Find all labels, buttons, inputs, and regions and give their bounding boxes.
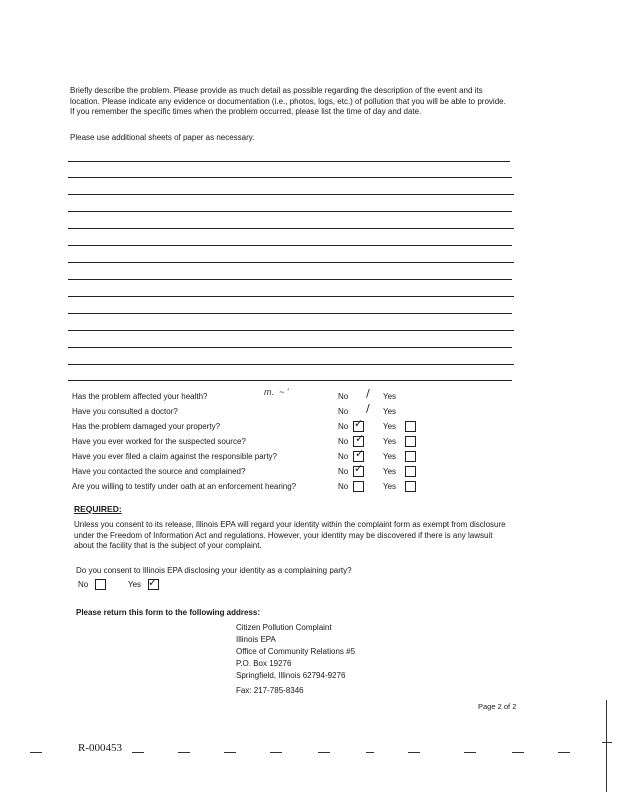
footer-dash <box>132 752 144 753</box>
question-text: Have you ever worked for the suspected source? <box>72 437 246 446</box>
no-label: No <box>338 437 349 446</box>
footer-dash <box>602 742 612 743</box>
writing-line[interactable] <box>68 211 512 212</box>
footer-dash <box>512 752 524 753</box>
writing-line[interactable] <box>68 364 514 365</box>
no-label: No <box>338 392 349 401</box>
additional-sheets-note: Please use additional sheets of paper as necessary. <box>70 133 255 142</box>
question-text: Have you contacted the source and complained? <box>72 467 246 476</box>
writing-line[interactable] <box>68 296 514 297</box>
yes-checkbox[interactable] <box>405 481 416 492</box>
writing-line[interactable] <box>68 228 514 229</box>
instructions-paragraph: Briefly describe the problem. Please provide as much detail as possible regarding the description of the event and its location. Please indicate any evidence or documentation (i.e., photos, logs, etc.) of pollution that you will be able to provide. If you remember the specific times when the problem occurred, please list the time of day and date. <box>70 86 506 116</box>
writing-line[interactable] <box>68 279 512 280</box>
footer-dash <box>366 752 374 753</box>
question-text: Has the problem damaged your property? <box>72 422 221 431</box>
checkmark-icon: ✓ <box>354 462 364 475</box>
question-text: Have you ever filed a claim against the responsible party? <box>72 452 277 461</box>
yes-checkbox[interactable] <box>405 451 416 462</box>
writing-line[interactable] <box>68 245 512 246</box>
margin-line <box>606 700 607 792</box>
no-label: No <box>338 467 349 476</box>
footer-dash <box>270 752 282 753</box>
writing-line[interactable] <box>68 177 512 178</box>
writing-line[interactable] <box>68 313 512 314</box>
no-label: No <box>338 407 349 416</box>
return-address-heading: Please return this form to the following address: <box>76 608 261 617</box>
footer-dash <box>178 752 190 753</box>
checkmark-icon: ✓ <box>354 417 364 430</box>
yes-label: Yes <box>383 467 397 476</box>
yes-checkbox[interactable] <box>405 421 416 432</box>
page-number: Page 2 of 2 <box>478 702 517 711</box>
writing-line[interactable] <box>68 380 512 381</box>
yes-label: Yes <box>383 482 397 491</box>
yes-label: Yes <box>383 437 397 446</box>
address-line: Illinois EPA <box>236 635 276 644</box>
no-label: No <box>338 452 349 461</box>
consent-question: Do you consent to Illinois EPA disclosing your identity as a complaining party? <box>76 566 352 575</box>
writing-line[interactable] <box>68 262 514 263</box>
footer-dash <box>224 752 236 753</box>
question-text: Has the problem affected your health? <box>72 392 208 401</box>
yes-label: Yes <box>383 422 397 431</box>
checkmark-icon: ✓ <box>355 432 365 445</box>
required-notice: Unless you consent to its release, Illinois EPA will regard your identity within the complaint form as exempt from disclosure under the Freedom of Information Act and regulations. However, your identity may be discovered if there is any lawsuit about the facility that is the subject of your complaint. <box>74 520 506 550</box>
yes-label: Yes <box>383 407 397 416</box>
consent-yes-label: Yes <box>128 580 142 589</box>
address-line: P.O. Box 19276 <box>236 659 292 668</box>
handwritten-note: m. ~ ' <box>264 387 289 397</box>
writing-line[interactable] <box>68 194 514 195</box>
no-label: No <box>338 482 349 491</box>
checkmark-icon: ✓ <box>148 576 158 589</box>
yes-checkbox[interactable] <box>405 466 416 477</box>
fax-number: Fax: 217-785-8346 <box>236 686 304 695</box>
address-line: Springfield, Illinois 62794-9276 <box>236 671 346 680</box>
writing-line[interactable] <box>68 161 510 162</box>
checkmark-icon: / <box>366 402 370 415</box>
yes-label: Yes <box>383 452 397 461</box>
no-label: No <box>338 422 349 431</box>
footer-dash <box>558 752 570 753</box>
writing-line[interactable] <box>68 347 512 348</box>
footer-dash <box>30 752 42 753</box>
yes-label: Yes <box>383 392 397 401</box>
footer-dash <box>408 752 420 753</box>
checkmark-icon: ✓ <box>355 447 365 460</box>
question-text: Are you willing to testify under oath at an enforcement hearing? <box>72 482 297 491</box>
required-heading: REQUIRED: <box>74 504 122 514</box>
document-id: R-000453 <box>78 742 122 754</box>
consent-no-checkbox[interactable] <box>95 579 106 590</box>
question-text: Have you consulted a doctor? <box>72 407 178 416</box>
no-checkbox[interactable] <box>353 481 364 492</box>
checkmark-icon: / <box>366 387 370 400</box>
address-line: Office of Community Relations #5 <box>236 647 356 656</box>
footer-dash <box>318 752 330 753</box>
writing-line[interactable] <box>68 330 514 331</box>
consent-no-label: No <box>78 580 89 589</box>
footer-dash <box>464 752 476 753</box>
address-line: Citizen Pollution Complaint <box>236 623 332 632</box>
yes-checkbox[interactable] <box>405 436 416 447</box>
